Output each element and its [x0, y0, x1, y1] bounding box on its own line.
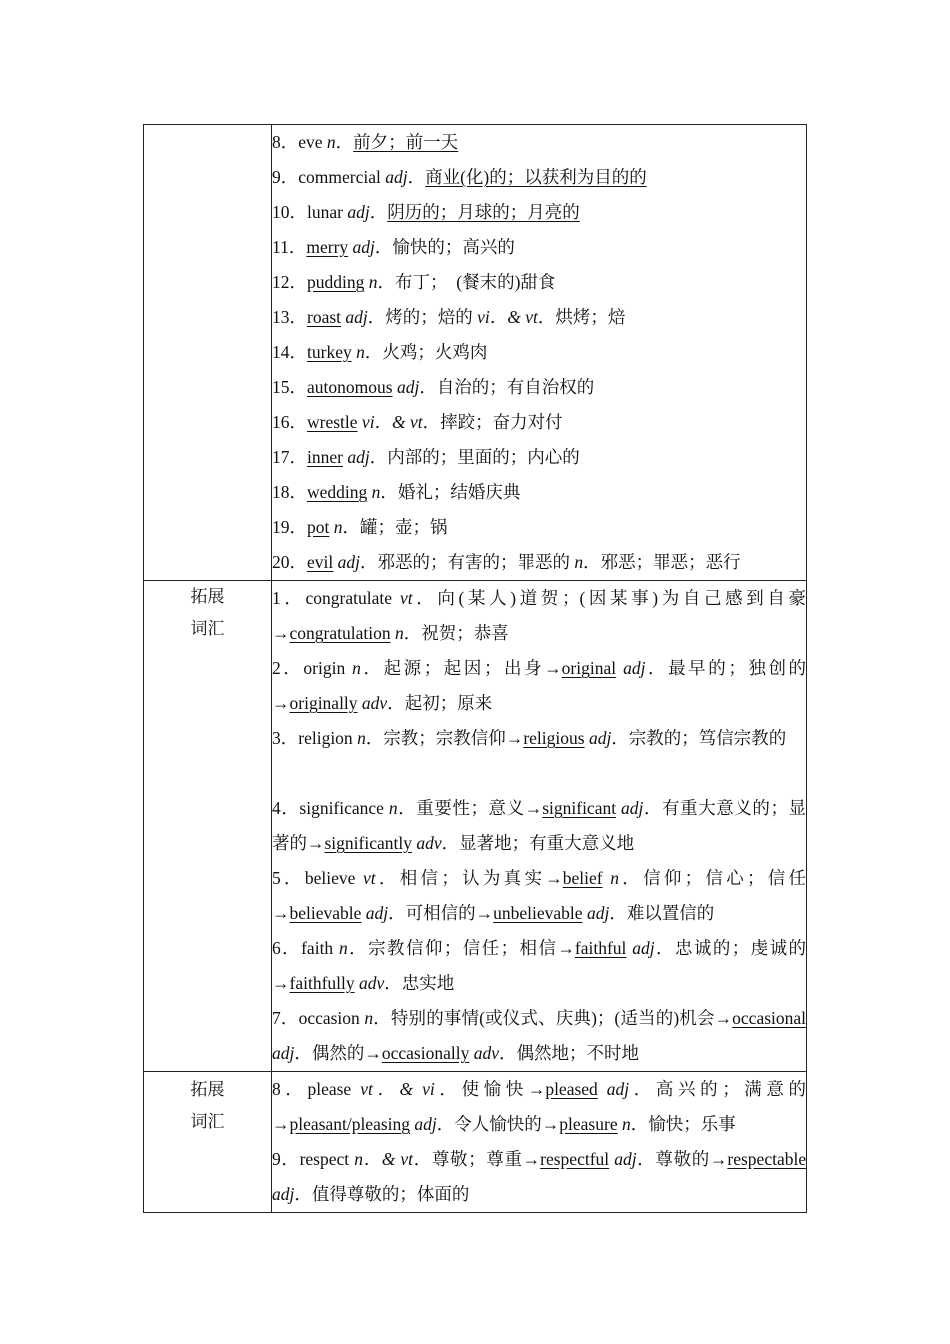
list-item: 14．turkey n．火鸡；火鸡肉: [272, 342, 488, 362]
section-label: 拓展: [190, 1080, 225, 1100]
extended-words-cell: [272, 581, 807, 1072]
list-item: 8．please vt．& vi．使愉快→pleased adj．高兴的；满意的→pleasant/pleasing adj．令人愉快的→pleasure n．愉快；乐事: [272, 1079, 807, 1134]
section-label: 词汇: [190, 619, 225, 639]
table-row: [144, 581, 807, 1072]
list-item: 11．merry adj．愉快的；高兴的: [272, 237, 515, 257]
vocabulary-table: [143, 124, 807, 1213]
section-label-cell: [144, 125, 272, 581]
table-row: [144, 1072, 807, 1213]
list-item: 7．occasion n．特别的事情(或仪式、庆典)；(适当的)机会→occasional adj．偶然的→occasionally adv．偶然地；不时地: [272, 1008, 807, 1063]
list-item: 8．eve n．前夕；前一天: [272, 132, 459, 152]
table-row: [144, 125, 807, 581]
section-label-cell: [144, 581, 272, 1072]
list-item: 18．wedding n．婚礼；结婚庆典: [272, 482, 521, 502]
section-label: 词汇: [190, 1112, 225, 1132]
list-item: 10．lunar adj．阴历的；月球的；月亮的: [272, 202, 580, 222]
list-item: 15．autonomous adj．自治的；有自治权的: [272, 377, 595, 397]
core-words-cell: [272, 125, 807, 581]
list-item: 1．congratulate vt．向(某人)道贺；(因某事)为自己感到自豪→congratulation n．祝贺；恭喜: [272, 588, 807, 643]
section-label: 拓展: [190, 587, 225, 607]
list-item: 5．believe vt．相信；认为真实→belief n．信仰；信心；信任→believable adj．可相信的→unbelievable adj．难以置信的: [272, 868, 807, 923]
list-item: 6．faith n．宗教信仰；信任；相信→faithful adj．忠诚的；虔诚的→faithfully adv．忠实地: [272, 938, 807, 993]
list-item: 4．significance n．重要性；意义→significant adj．有重大意义的；显著的→significantly adv．显著地；有重大意义地: [272, 798, 807, 853]
list-item: 12．pudding n．布丁； (餐末的)甜食: [272, 272, 556, 292]
list-item: 9．respect n．& vt．尊敬；尊重→respectful adj．尊敬的→respectable adj．值得尊敬的；体面的: [272, 1149, 807, 1204]
section-label-cell: [144, 1072, 272, 1213]
list-item: 20．evil adj．邪恶的；有害的；罪恶的 n．邪恶；罪恶；恶行: [272, 552, 741, 572]
list-item: 19．pot n．罐；壶；锅: [272, 517, 448, 537]
list-item: 17．inner adj．内部的；里面的；内心的: [272, 447, 580, 467]
list-item: 2．origin n．起源；起因；出身→original adj．最早的；独创的→originally adv．起初；原来: [272, 658, 807, 713]
extended-words-cell: [272, 1072, 807, 1213]
list-item: 9．commercial adj．商业(化)的；以获利为目的的: [272, 167, 647, 187]
list-item: 16．wrestle vi．& vt．摔跤；奋力对付: [272, 412, 563, 432]
list-item: 13．roast adj．烤的；焙的 vi．& vt．烘烤；焙: [272, 307, 626, 327]
list-item: 3．religion n．宗教；宗教信仰→religious adj．宗教的；笃信宗教的: [272, 728, 787, 748]
